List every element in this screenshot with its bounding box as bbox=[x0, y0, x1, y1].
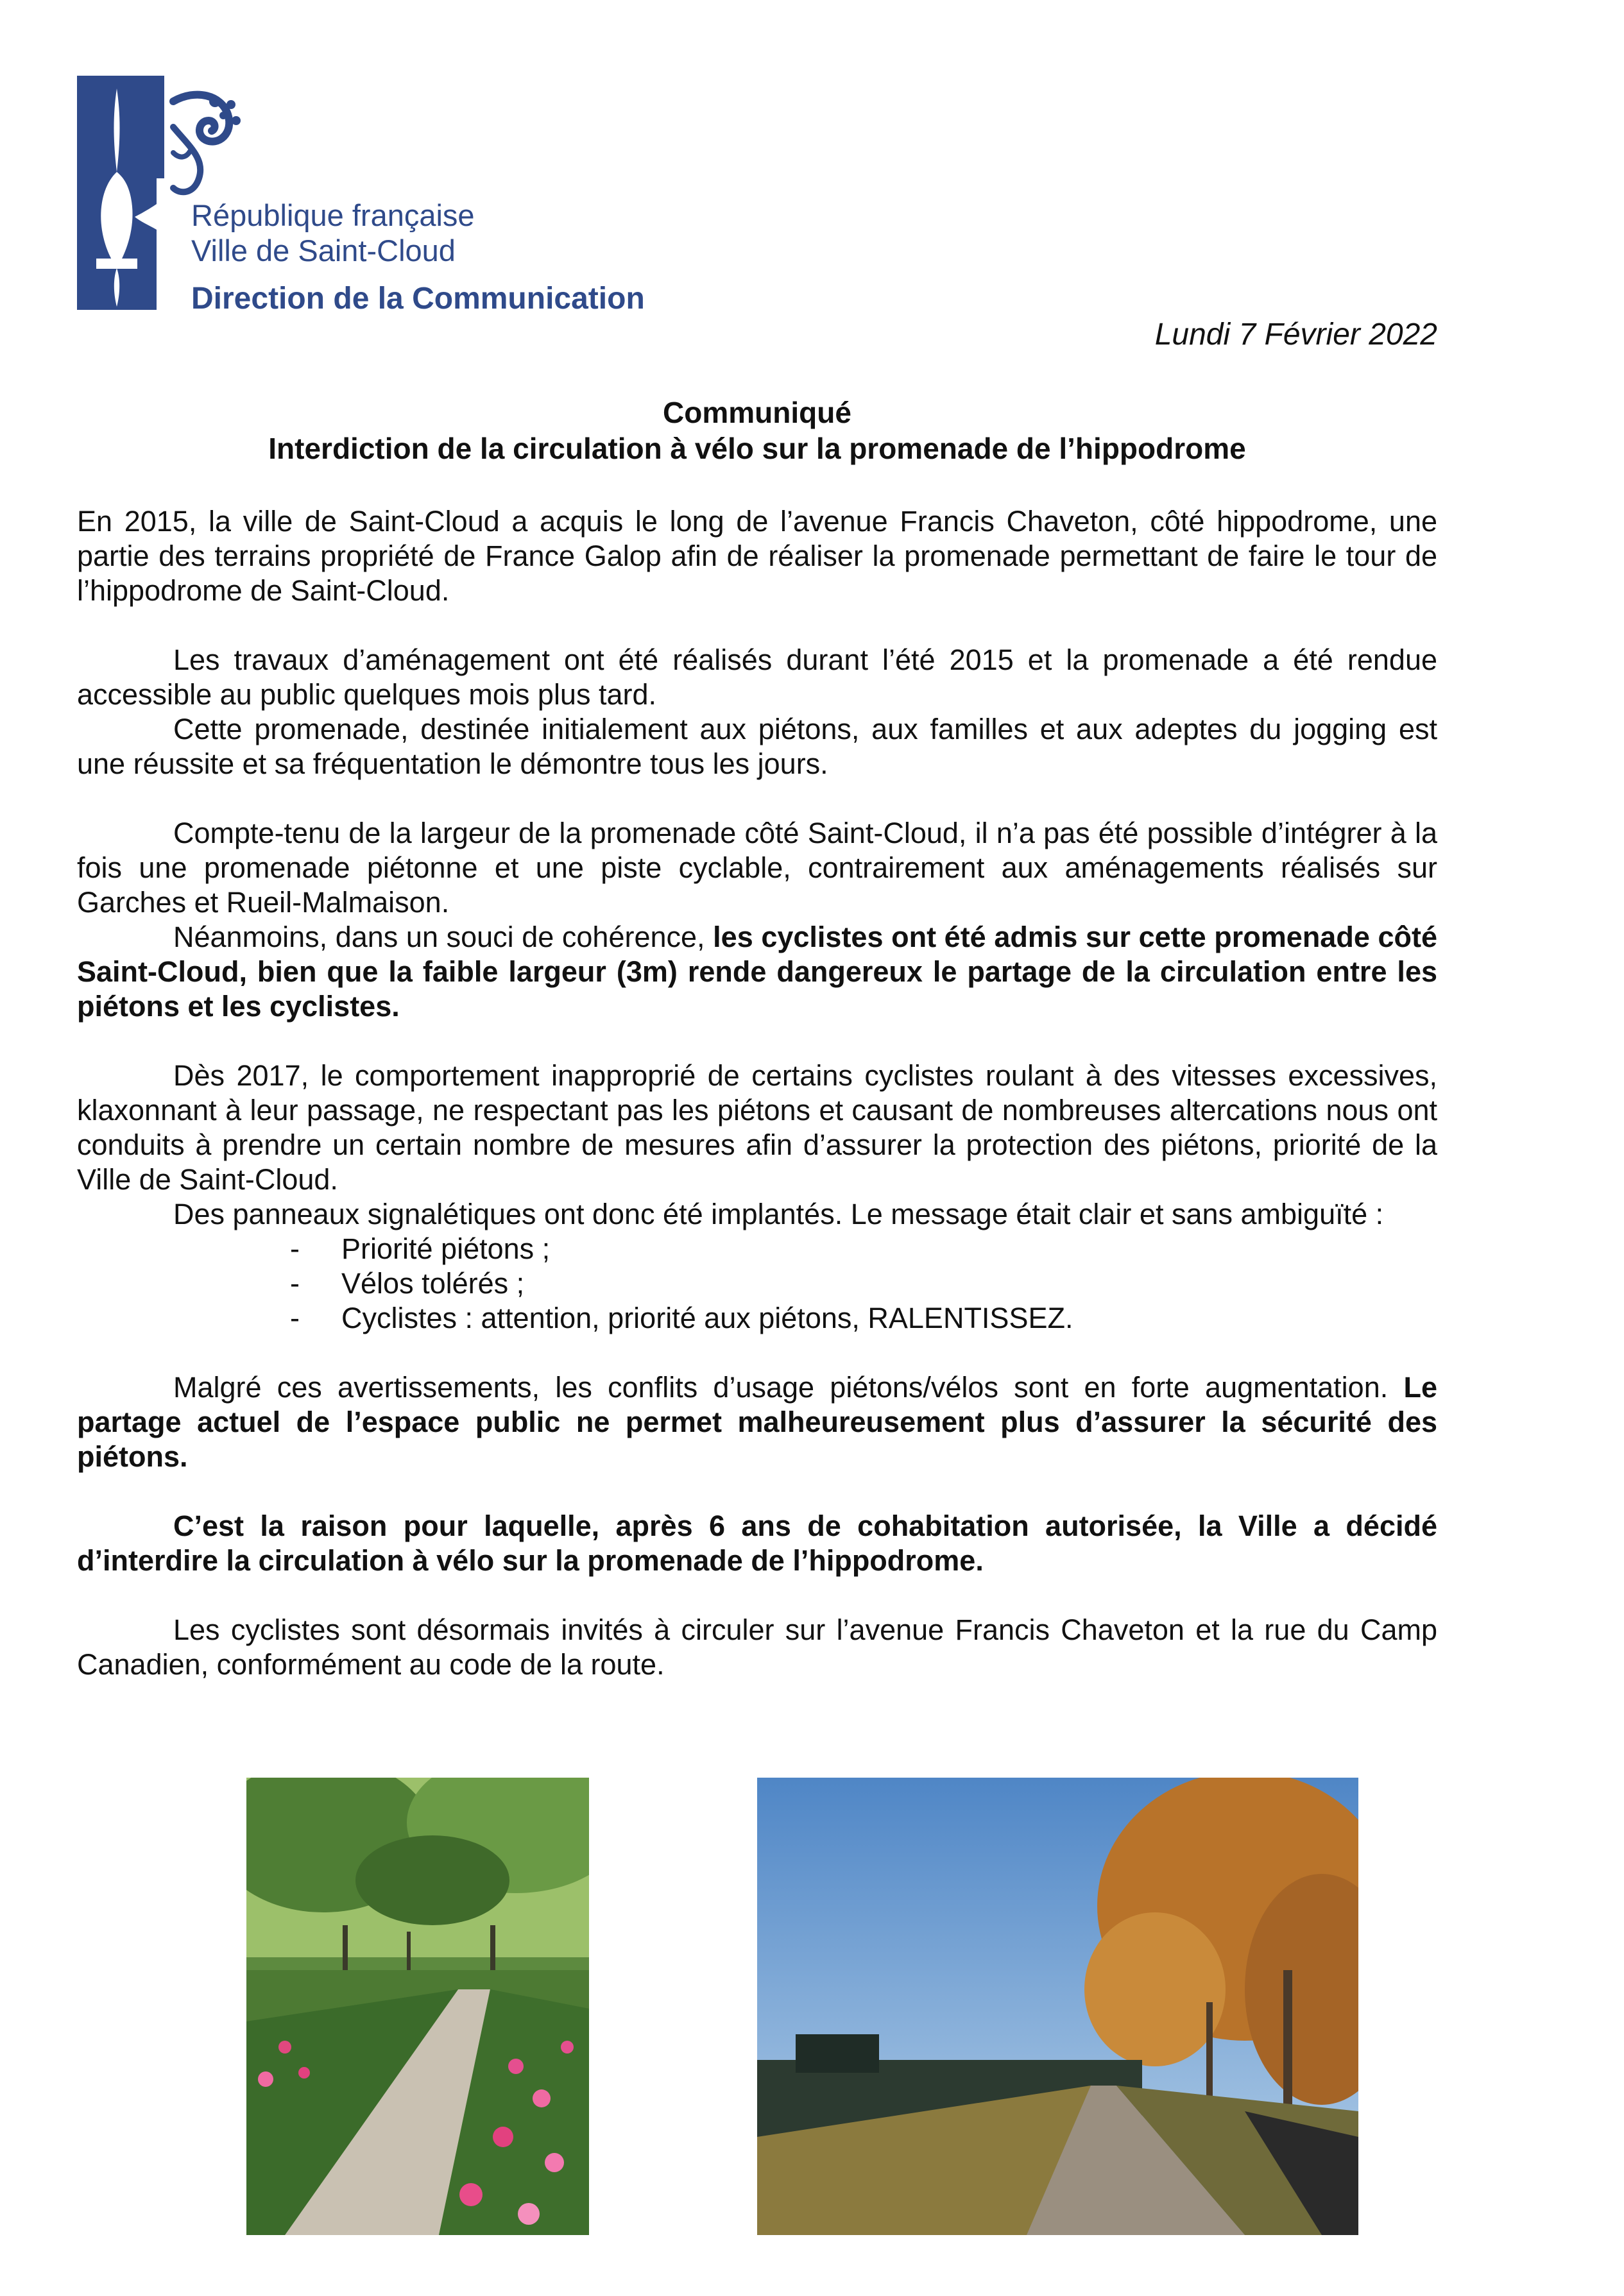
paragraph-8 bbox=[77, 1370, 1437, 1474]
roses-photo-icon bbox=[246, 1778, 589, 2235]
document-body bbox=[77, 504, 1437, 1682]
paragraph-5-bold: les cyclistes ont été admis sur cette promenade côté Saint-Cloud, bien que la faible largeur (3m) rende dangereux le partage de la circulation entre les piétons et les cyclistes. bbox=[77, 921, 1437, 1023]
list-dash: - bbox=[290, 1232, 300, 1265]
paragraph-9-bold: C’est la raison pour laquelle, après 6 ans de cohabitation autorisée, la Ville a décidé d’interdire la circulation à vélo sur la promenade de l’hippodrome. bbox=[77, 1509, 1437, 1577]
list-item-text: Cyclistes : attention, priorité aux piétons, RALENTISSEZ. bbox=[341, 1302, 1073, 1334]
list-item bbox=[290, 1266, 1437, 1301]
paragraph-5 bbox=[77, 920, 1437, 1024]
org-city: Ville de Saint-Cloud bbox=[191, 234, 456, 268]
org-republic: République française bbox=[191, 198, 475, 232]
list-item-text: Vélos tolérés ; bbox=[341, 1267, 525, 1300]
paragraph-9 bbox=[77, 1509, 1437, 1578]
paragraph-4: Compte-tenu de la largeur de la promenade côté Saint-Cloud, il n’a pas été possible d’intégrer à la fois une promenade piétonne et une piste cyclable, contrairement aux aménagements réalisés sur Garches et Rueil-Malmaison. bbox=[77, 817, 1437, 919]
list-dash: - bbox=[290, 1267, 300, 1300]
signage-list bbox=[77, 1232, 1437, 1336]
paragraph-6: Dès 2017, le comportement inapproprié de certains cyclistes roulant à des vitesses excessives, klaxonnant à leur passage, ne respectant pas les piétons et causant de nombreuses altercations nous ont conduits à prendre un certain nombre de mesures afin d’assurer la protection des piétons, priorité de la Ville de Saint-Cloud. bbox=[77, 1059, 1437, 1196]
paragraph-2: Les travaux d’aménagement ont été réalisés durant l’été 2015 et la promenade a été rendue accessible au public quelques mois plus tard. bbox=[77, 643, 1437, 711]
title-block bbox=[77, 395, 1437, 466]
paragraph-5-text: Néanmoins, dans un souci de cohérence, bbox=[173, 921, 714, 953]
document-headline: Interdiction de la circulation à vélo sur la promenade de l’hippodrome bbox=[268, 432, 1246, 465]
list-item-text: Priorité piétons ; bbox=[341, 1232, 551, 1265]
list-item bbox=[290, 1232, 1437, 1266]
paragraph-1: En 2015, la ville de Saint-Cloud a acquis le long de l’avenue Francis Chaveton, côté hippodrome, une partie des terrains propriété de France Galop afin de réaliser la promenade permettant de faire le tour de l’hippodrome de Saint-Cloud. bbox=[77, 505, 1437, 607]
list-item bbox=[290, 1301, 1437, 1336]
paragraph-7: Des panneaux signalétiques ont donc été implantés. Le message était clair et sans ambiguïté : bbox=[173, 1198, 1384, 1230]
list-dash: - bbox=[290, 1302, 300, 1334]
promenade-autumn-photo bbox=[757, 1778, 1358, 2235]
promenade-roses-photo bbox=[246, 1778, 589, 2235]
paragraph-10: Les cyclistes sont désormais invités à circuler sur l’avenue Francis Chaveton et la rue du Camp Canadien, conformément au code de la route. bbox=[77, 1613, 1437, 1681]
document-kind: Communiqué bbox=[663, 396, 851, 429]
paragraph-8-bold: Le partage actuel de l’espace public ne permet malheureusement plus d’assurer la sécurité des piétons. bbox=[77, 1371, 1437, 1473]
organization-block bbox=[191, 198, 645, 317]
paragraph-8-text: Malgré ces avertissements, les conflits d’usage piétons/vélos sont en forte augmentation. bbox=[173, 1371, 1404, 1404]
org-department: Direction de la Communication bbox=[191, 282, 645, 316]
document-date: Lundi 7 Février 2022 bbox=[1154, 318, 1437, 352]
paragraph-3: Cette promenade, destinée initialement aux piétons, aux familles et aux adeptes du jogging est une réussite et sa fréquentation le démontre tous les jours. bbox=[77, 713, 1437, 780]
autumn-photo-icon bbox=[757, 1778, 1358, 2235]
